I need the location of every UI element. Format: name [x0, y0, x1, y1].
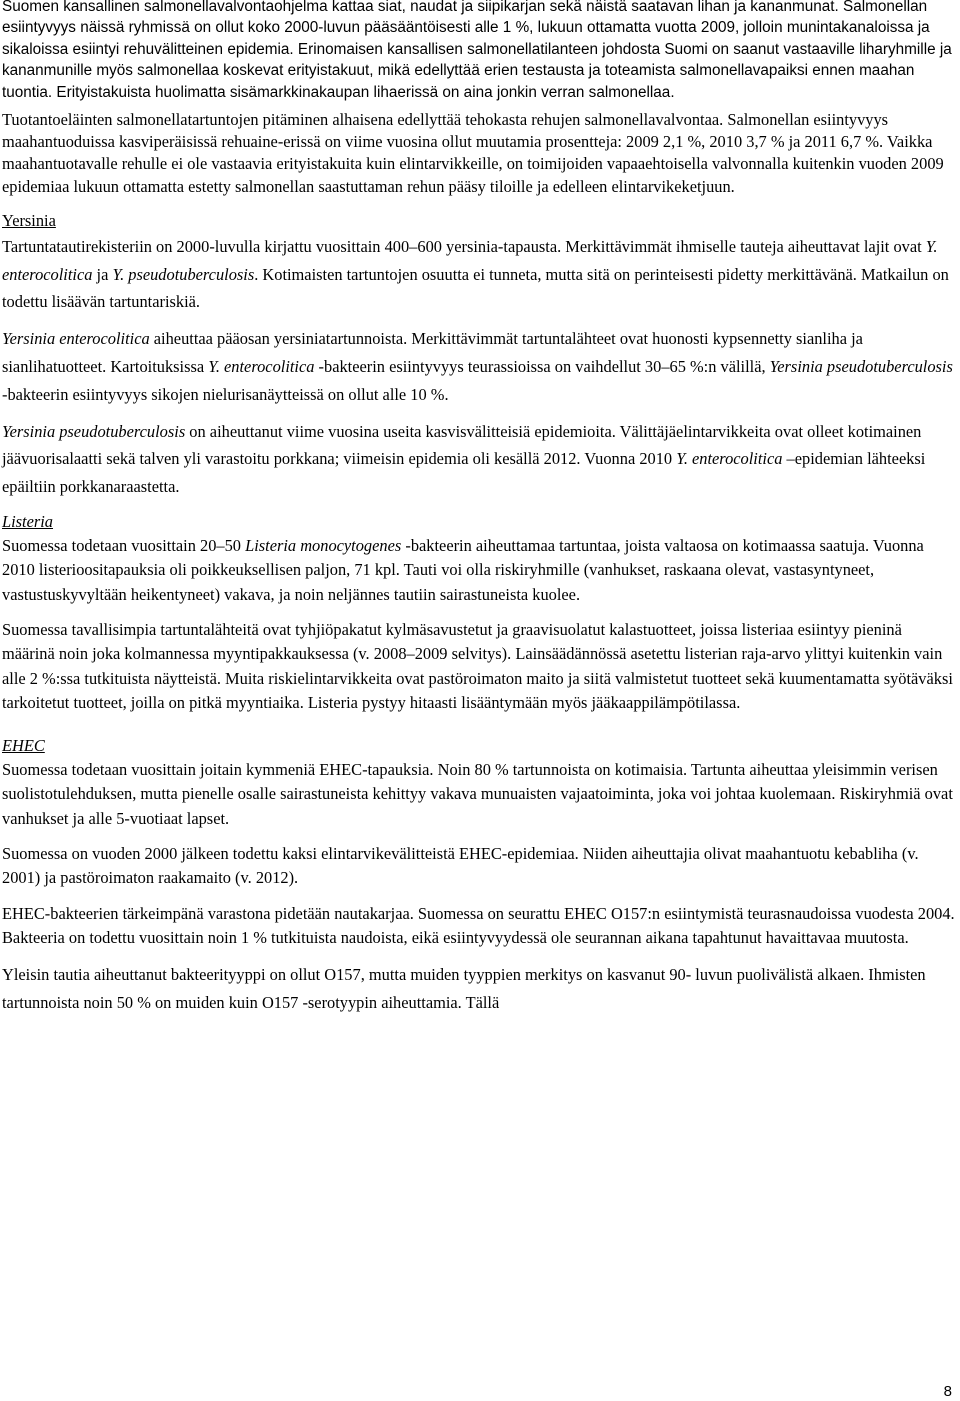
text-run: Suomessa on vuoden 2000 jälkeen todettu kaksi elintarvikevälitteistä EHEC-epidemiaa. Niiden aiheuttajia olivat maahantuotu kebabliha (v. 2001) ja pastöroimaton raakamaito (v. 2012). — [2, 843, 919, 888]
text-run: Suomessa todetaan vuosittain joitain kymmeniä EHEC-tapauksia. Noin 80 % tartunnoista on kotimaisia. Tartunta aiheuttaa yleisimmin verisen suolistotulehduksen, mutta pienelle osalle sairastuneista kehittyy vakava munuaisten vajaatoiminta, joka voi johtaa kuolemaan. Riskiryhmiä ovat vanhukset ja alle 5-vuotiaat lapset. — [2, 760, 953, 828]
text-run: -bakteerin esiintyvyys sikojen nielurisanäytteissä on ollut alle 10 %. — [2, 384, 449, 404]
yersinia-paragraph-3 — [2, 418, 957, 501]
species-name: Listeria monocytogenes — [245, 536, 402, 556]
ehec-paragraph-1 — [2, 758, 957, 831]
text-run: -bakteerin aiheuttamaa tartuntaa, joista valtaosa on kotimaassa saatuja. Vuonna 2010 listerioositapauksia oli poikkeuksellisen paljon, 71 kpl. Tauti voi olla riskiryhmille (vanhukset, raskaana olevat, vastasyntyneet, vastustuskyvyltään heikentyneet) vakava, ja noin neljännes tautiin sairastuneista kuolee. — [2, 536, 924, 604]
yersinia-paragraph-2 — [2, 325, 957, 408]
salmonella-paragraph-1-text: Suomen kansallinen salmonellavalvontaohjelma kattaa siat, naudat ja siipikarjan sekä näistä saatavan lihan ja kananmunat. Salmonellan esiintyvyys näissä ryhmissä on ollut koko 2000-luvun pääsääntöisesti alle 1 %, lukuun ottamatta vuotta 2009, jolloin munintakanaloissa ja sikaloissa esiintyi rehuvälitteinen epidemia. Erinomaisen kansallisen salmonellatilanteen johdosta Suomi on saanut vastaaville liharyhmille ja kananmunille myös salmonellaa koskevat erityistakuut, mikä edellyttää erien testausta ja toteamista salmonellavapaiksi ennen maahan tuontia. Erityistakuista huolimatta sisämarkkinakaupan lihaerissä on aina jonkin verran salmonellaa. — [2, 0, 952, 101]
species-name: Y. enterocolitica — [676, 449, 783, 469]
text-run: EHEC-bakteerien tärkeimpänä varastona pidetään nautakarjaa. Suomessa on seurattu EHEC O157:n esiintymistä teurasnaudoissa vuodesta 2004. Bakteeria on todettu vuosittain noin 1 % tutkituista naudoista, eikä esiintyvyydessä ole seurannan aikana tapahtunut havaittavaa muutosta. — [2, 903, 955, 947]
species-name: Y. enterocolitica — [208, 357, 315, 377]
listeria-paragraph-2 — [2, 618, 957, 715]
text-run: ja — [92, 264, 113, 284]
ehec-paragraph-2 — [2, 842, 957, 891]
yersinia-paragraph-1 — [2, 233, 957, 316]
species-name: Yersinia enterocolitica — [2, 329, 150, 349]
ehec-heading: EHEC — [2, 736, 45, 756]
text-run: -bakteerin esiintyvyys teurassioissa on vaihdellut 30–65 %:n välillä, — [314, 357, 770, 377]
species-name: Y. pseudotuberculosis — [112, 264, 255, 284]
ehec-paragraph-3 — [2, 902, 957, 951]
text-run: Suomessa tavallisimpia tartuntalähteitä ovat tyhjiöpakatut kylmäsavustetut ja graavisuolatut kalastuotteet, joissa listeriaa esiintyy pieninä määrinä noin joka kolmannessa myyntipakkauksessa (v. 2008–2009 selvitys). Lainsäädännössä asetettu listerian raja-arvo ylittyi kuitenkin vain alle 2 %:ssa tutkituista näytteistä. Muita riskielintarvikkeita ovat pastöroimaton maito ja siitä valmistetut tuotteet sekä kuumentamatta syötäväksi tarkoitetut tuotteet, joilla on pitkä myyntiaika. Listeria pystyy hitaasti lisääntymään myös jääkaappilämpötilassa. — [2, 619, 953, 712]
text-run: Yleisin tautia aiheuttanut bakteerityyppi on ollut O157, mutta muiden tyyppien merkitys on kasvanut 90- luvun puolivälistä alkaen. Ihmisten tartunnoista noin 50 % on muiden kuin O157 -serotyypin aiheuttamia. Tällä — [2, 965, 926, 1012]
text-run: Suomessa todetaan vuosittain 20–50 — [2, 536, 246, 556]
species-name: Y. enterocolitica — [2, 236, 938, 284]
species-name: Yersinia pseudotuberculosis — [769, 357, 953, 377]
document-page — [2, 0, 957, 1017]
text-run: . Kotimaisten tartuntojen osuutta ei tunneta, mutta sitä on perinteisesti pidetty merkittävänä. Matkailun on todettu lisäävän tartuntariskiä. — [2, 264, 949, 312]
page-number: 8 — [943, 1383, 952, 1400]
text-run: aiheuttaa pääosan yersiniatartunnoista. Merkittävimmät tartuntalähteet ovat huonosti kypsennetty sianliha ja sianlihatuotteet. Kartoituksissa — [2, 329, 863, 377]
listeria-paragraph-1 — [2, 534, 957, 607]
text-run: Tartuntatautirekisteriin on 2000-luvulla kirjattu vuosittain 400–600 yersinia-tapausta. Merkittävimmät ihmiselle tauteja aiheuttavat lajit ovat — [2, 236, 926, 256]
listeria-heading: Listeria — [2, 512, 54, 532]
text-run: –epidemian lähteeksi epäiltiin porkkanaraastetta. — [2, 449, 926, 497]
text-run: on aiheuttanut viime vuosina useita kasvisvälitteisiä epidemioita. Välittäjäelintarvikkeita ovat olleet kotimainen jäävuorisalaatti sekä talven yli varastoitu porkkana; viimeisin epidemia oli kesällä 2012. Vuonna 2010 — [2, 421, 922, 469]
yersinia-heading: Yersinia — [2, 210, 56, 230]
species-name: Yersinia pseudotuberculosis — [2, 421, 186, 441]
ehec-paragraph-4 — [2, 961, 957, 1017]
salmonella-paragraph-2-text: Tuotantoeläinten salmonellatartuntojen pitäminen alhaisena edellyttää tehokasta rehujen salmonellavalvontaa. Salmonellan esiintyvyys maahantuoduissa kasviperäisissä rehuaine-erissä on viime vuosina ollut muutamia prosentteja: 2009 2,1 %, 2010 3,7 % ja 2011 6,7 %. Vaikka maahantuotavalle rehulle ei ole vastaavia erityistakuita kuin elintarvikkeille, on toimijoiden vapaaehtoisella valvonnalla kuitenkin vuoden 2009 epidemiaa lukuun ottamatta estetty salmonellan saastuttaman rehun pääsy tiloille ja edelleen elintarvikeketjuun. — [2, 110, 944, 196]
salmonella-paragraph-2 — [2, 109, 957, 198]
salmonella-paragraph-1 — [2, 0, 957, 103]
